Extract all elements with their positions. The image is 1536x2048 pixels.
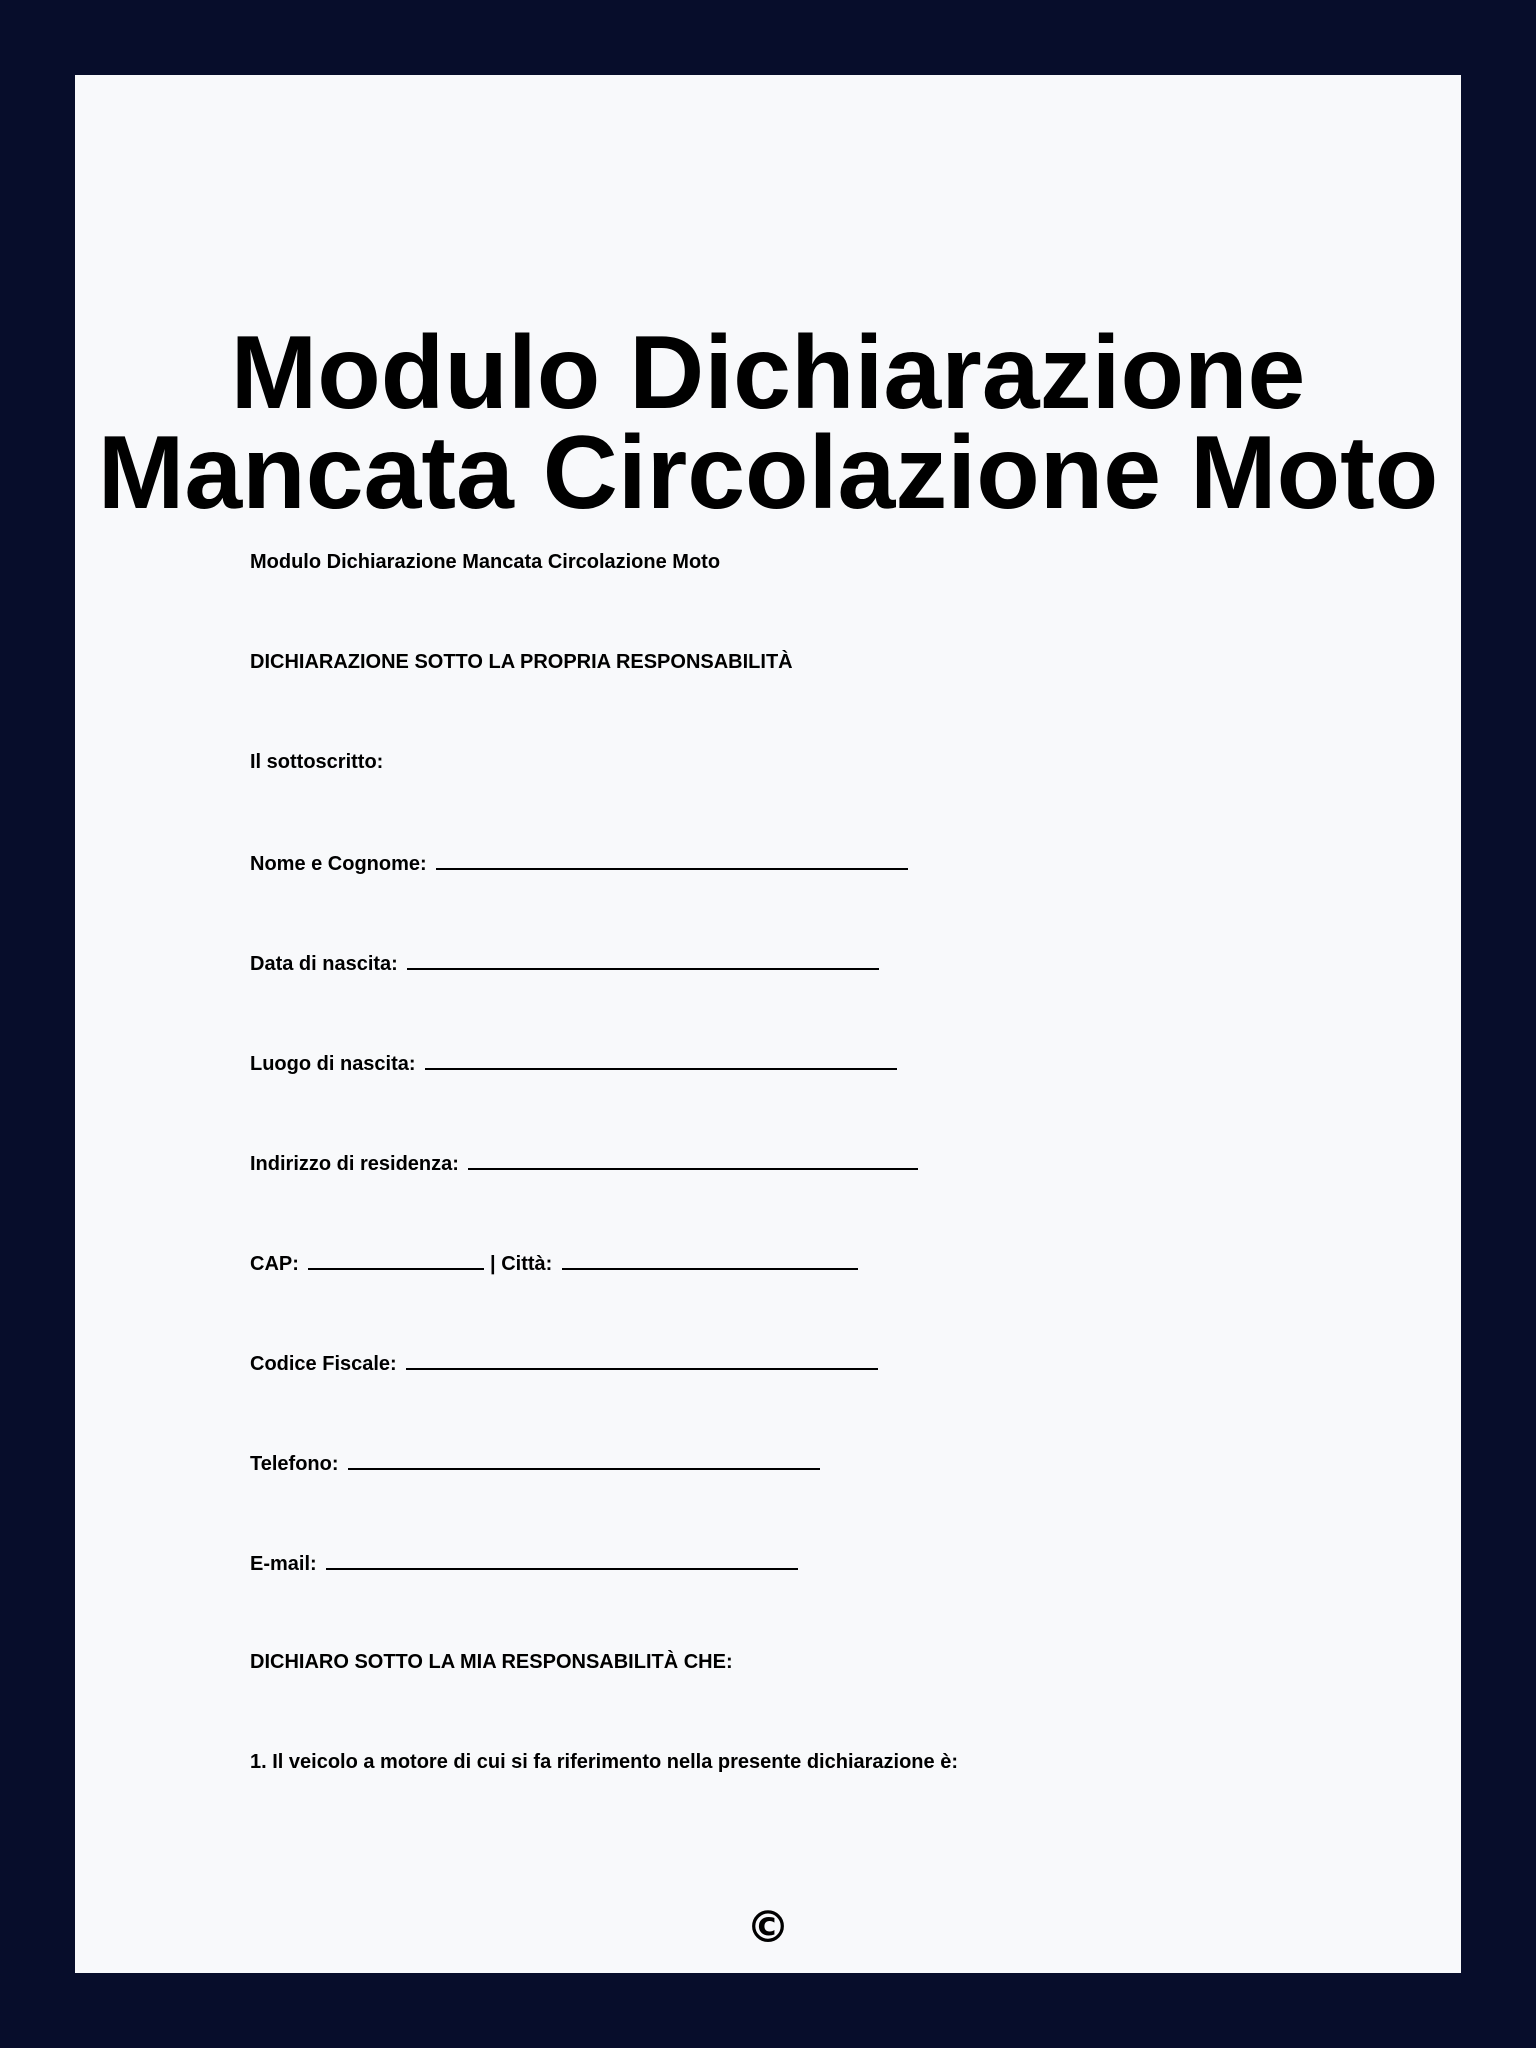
- tax-code-field-label: Codice Fiscale:: [250, 1353, 397, 1375]
- birth-place-field-row: [250, 1050, 897, 1076]
- birth-date-field-row: [250, 950, 879, 976]
- city-field-label: Città:: [501, 1253, 553, 1275]
- birth-place-field-label: Luogo di nascita:: [250, 1053, 416, 1075]
- document-page: [75, 75, 1461, 1973]
- cap-field-label: CAP:: [250, 1253, 299, 1275]
- document-subtitle: Modulo Dichiarazione Mancata Circolazione Moto: [250, 551, 721, 573]
- name-field-blank[interactable]: [436, 850, 908, 870]
- intro-text: Il sottoscritto:: [250, 751, 384, 773]
- address-field-row: [250, 1150, 918, 1176]
- birth-date-field-blank[interactable]: [407, 950, 879, 970]
- section-heading: DICHIARAZIONE SOTTO LA PROPRIA RESPONSABILITÀ: [250, 651, 793, 673]
- address-field-label: Indirizzo di residenza:: [250, 1153, 459, 1175]
- copyright-icon: ©: [746, 1902, 790, 1953]
- city-field-blank[interactable]: [562, 1250, 858, 1270]
- declaration-point-1: 1. Il veicolo a motore di cui si fa riferimento nella presente dichiarazione è:: [250, 1751, 958, 1773]
- document-title-line-1: Modulo Dichiarazione: [230, 315, 1306, 431]
- name-field-row: [250, 850, 908, 876]
- birth-date-field-label: Data di nascita:: [250, 953, 398, 975]
- phone-field-label: Telefono:: [250, 1453, 339, 1475]
- phone-field-blank[interactable]: [348, 1450, 820, 1470]
- declaration-heading: DICHIARO SOTTO LA MIA RESPONSABILITÀ CHE:: [250, 1651, 733, 1673]
- tax-code-field-blank[interactable]: [406, 1350, 878, 1370]
- email-field-label: E-mail:: [250, 1553, 317, 1575]
- birth-place-field-blank[interactable]: [425, 1050, 897, 1070]
- address-field-blank[interactable]: [468, 1150, 918, 1170]
- email-field-row: [250, 1550, 798, 1576]
- email-field-blank[interactable]: [326, 1550, 798, 1570]
- city-separator: |: [490, 1253, 496, 1275]
- name-field-label: Nome e Cognome:: [250, 853, 427, 875]
- tax-code-field-row: [250, 1350, 878, 1376]
- cap-city-field-row: [250, 1250, 858, 1276]
- document-title: [75, 315, 1461, 531]
- phone-field-row: [250, 1450, 820, 1476]
- document-title-line-2: Mancata Circolazione Moto: [97, 415, 1439, 531]
- cap-field-blank[interactable]: [308, 1250, 484, 1270]
